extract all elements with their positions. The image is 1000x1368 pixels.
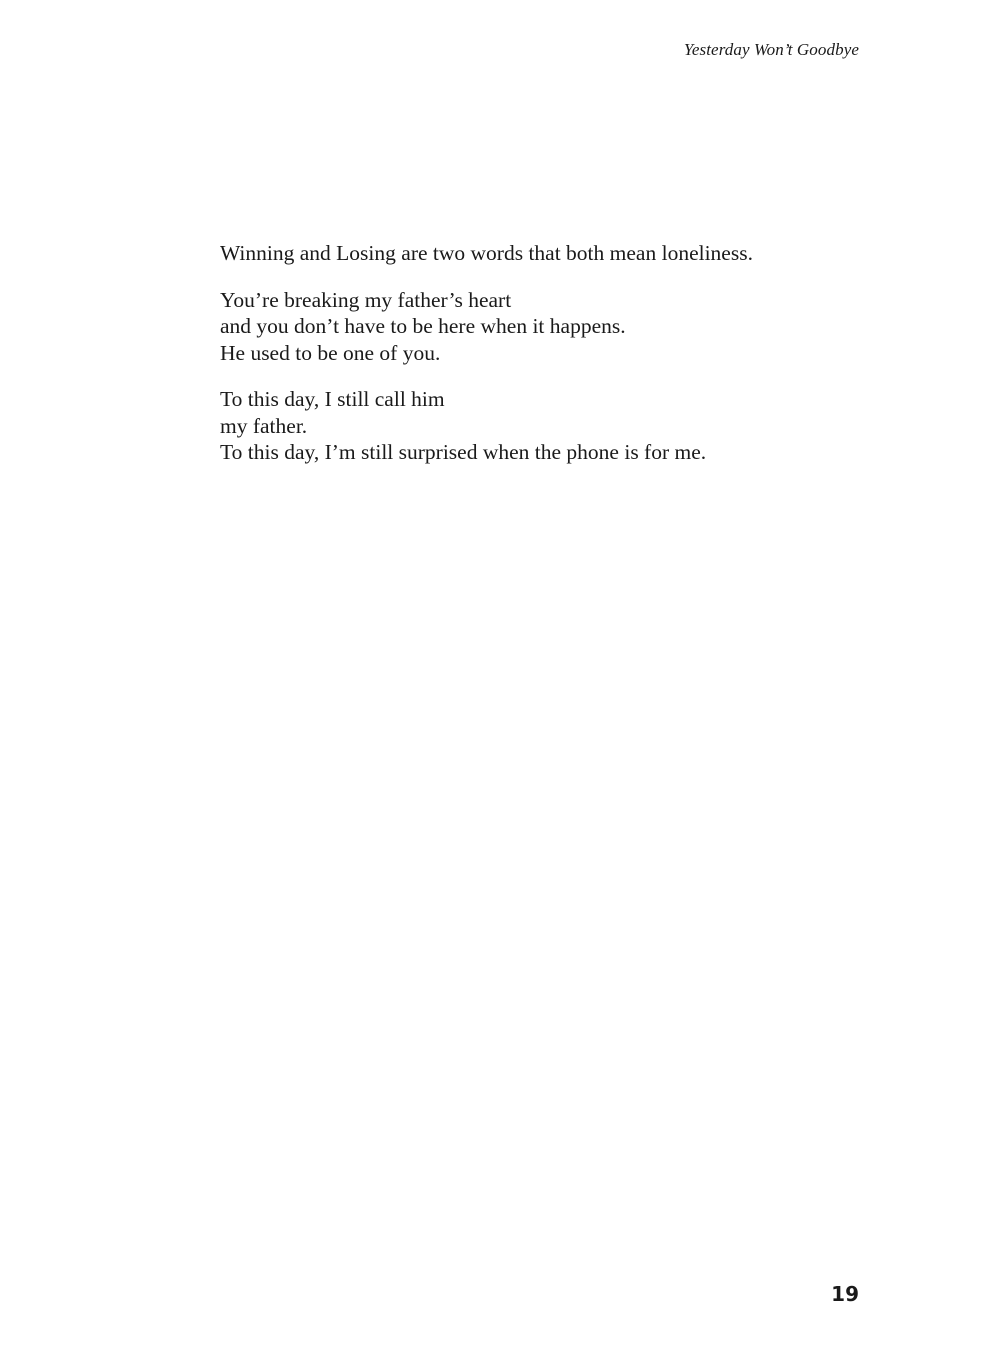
poem-line: He used to be one of you. [220, 340, 441, 365]
poem-line: my father. [220, 413, 308, 438]
poem-body [220, 240, 880, 486]
stanza-3 [220, 386, 880, 466]
poem-line: You’re breaking my father’s heart [220, 287, 512, 312]
stanza-2 [220, 287, 880, 367]
poem-line: Winning and Losing are two words that both mean loneliness. [220, 241, 753, 265]
poem-line: To this day, I’m still surprised when the phone is for me. [220, 440, 707, 464]
poem-line: To this day, I still call him [220, 387, 445, 411]
page-number: 19 [831, 1282, 859, 1306]
stanza-1 [220, 240, 880, 267]
poem-line: and you don’t have to be here when it happens. [220, 314, 626, 338]
running-header-title: Yesterday Won’t Goodbye [683, 40, 859, 59]
